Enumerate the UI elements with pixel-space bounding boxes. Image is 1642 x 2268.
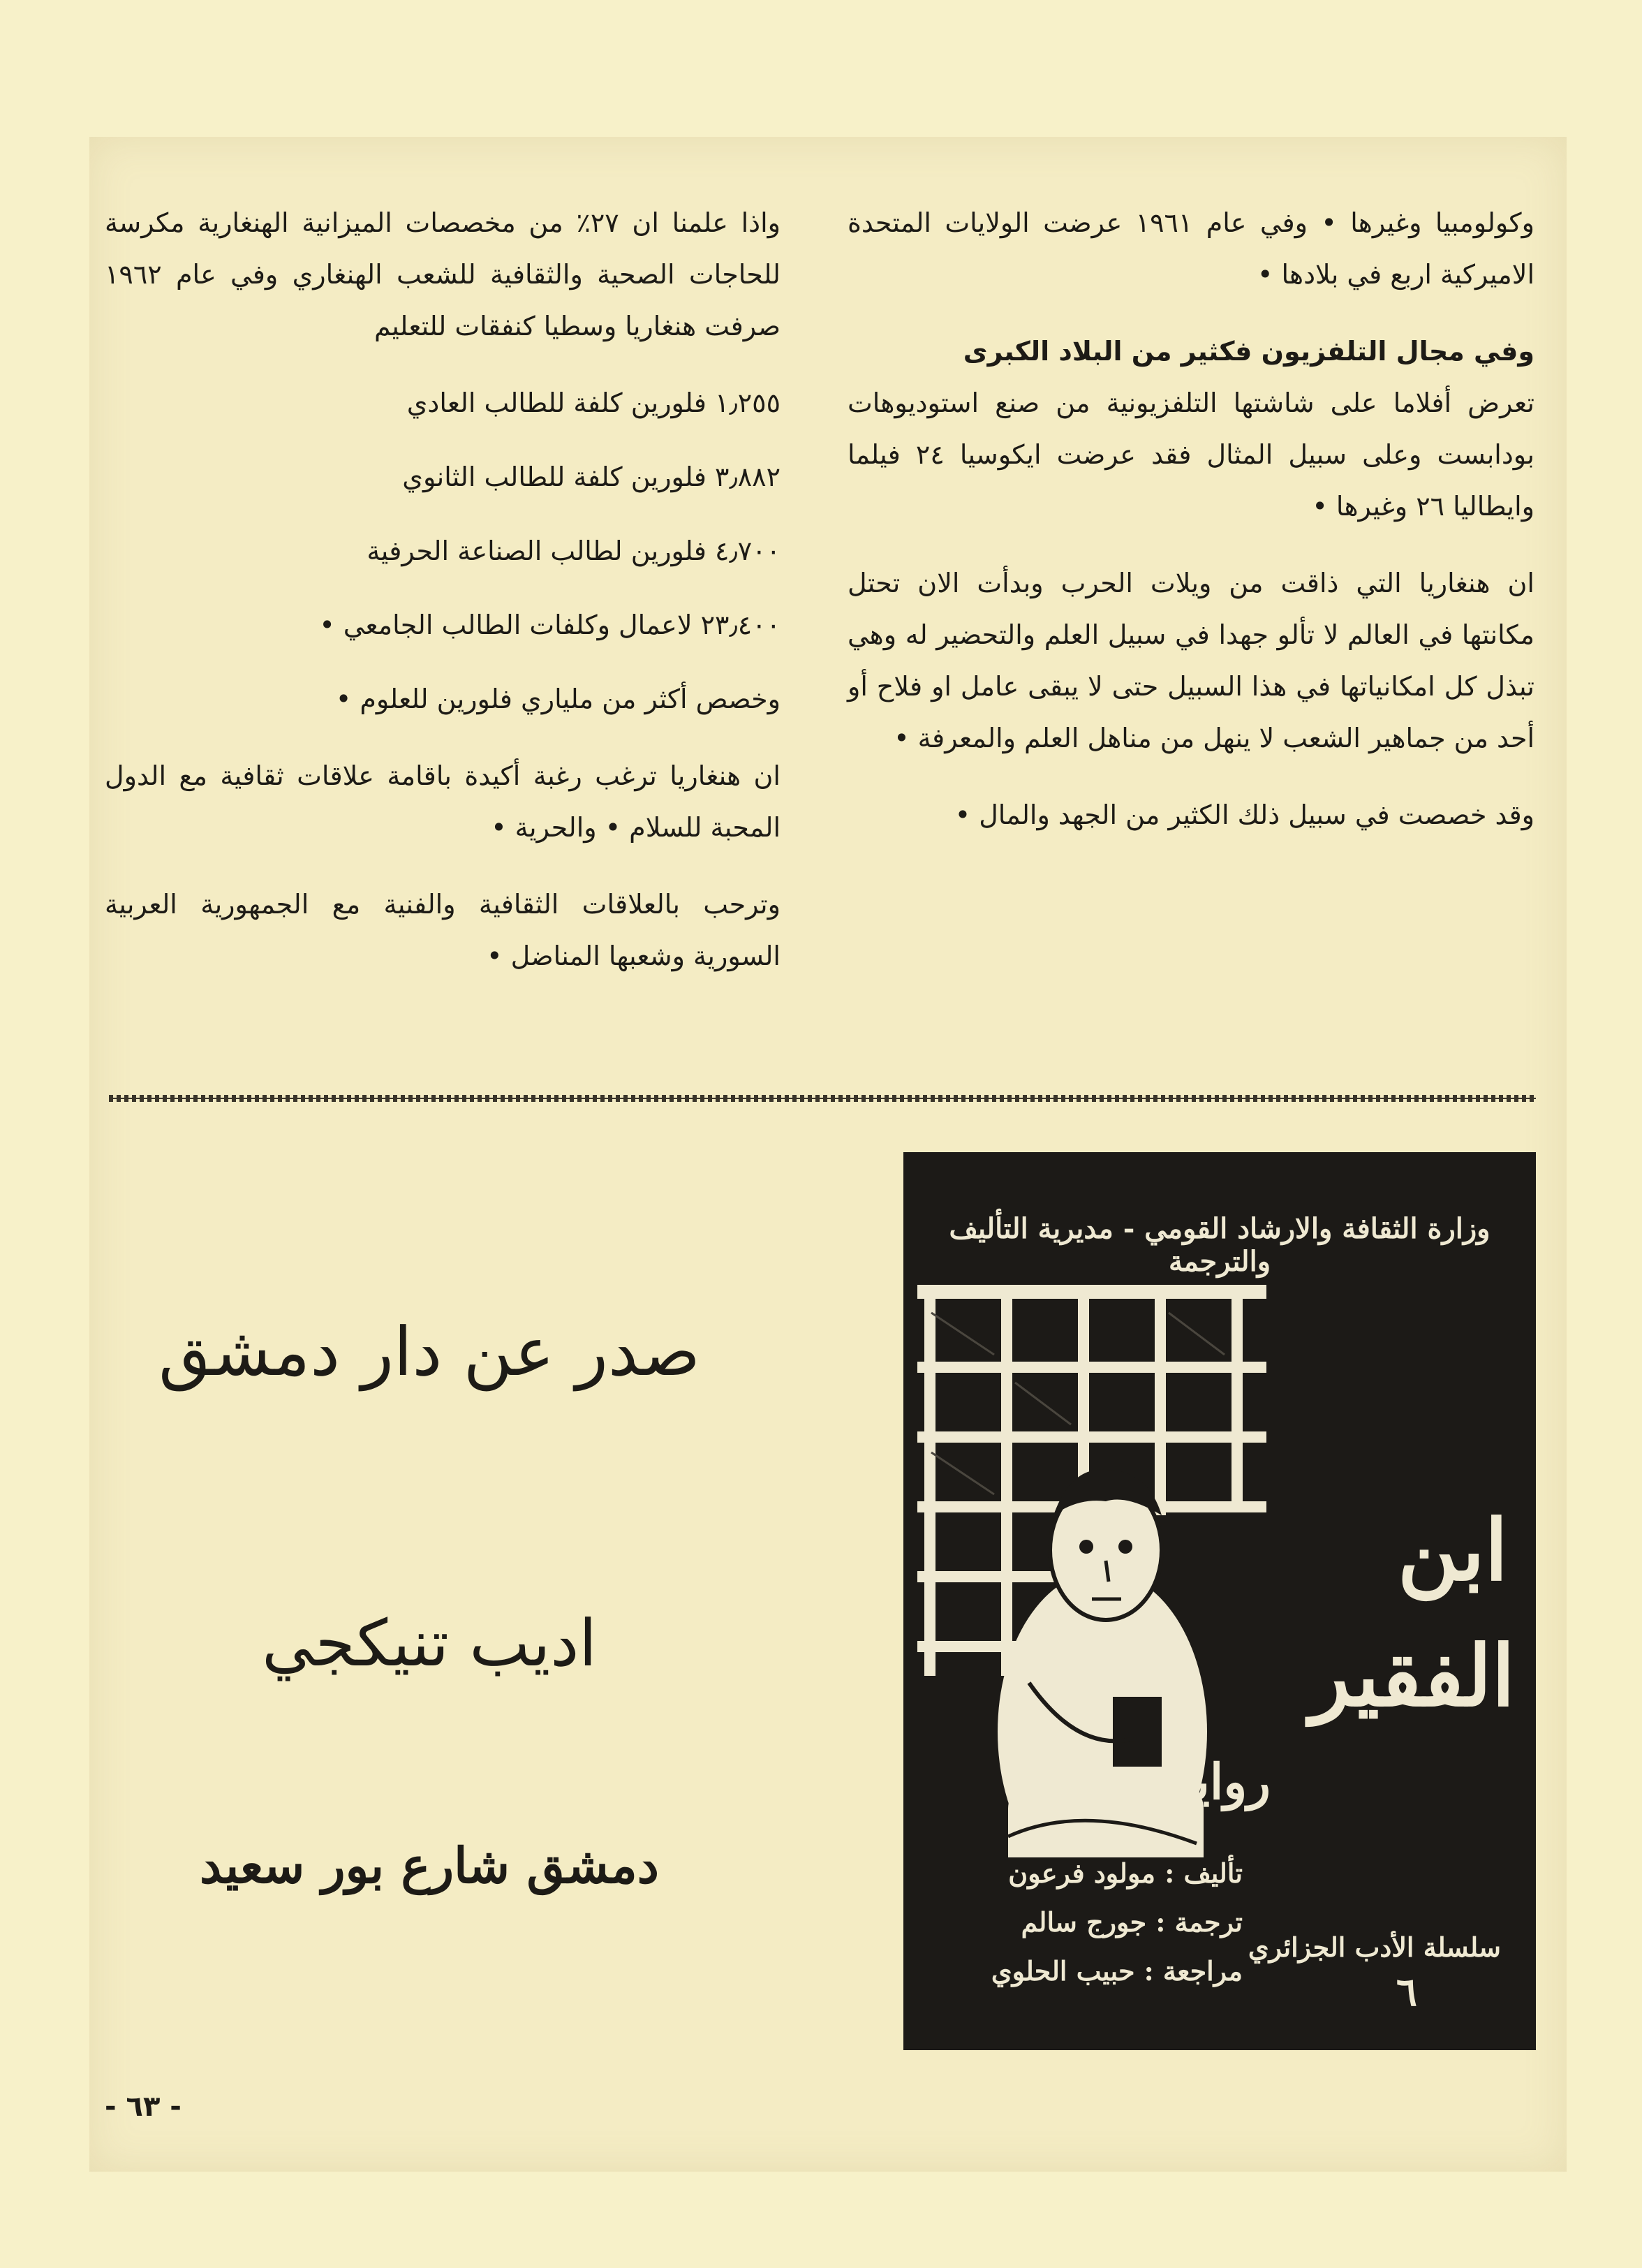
article-right-column bbox=[848, 197, 1534, 866]
article-paragraph: وخصص أكثر من ملياري فلورين للعلوم • bbox=[335, 684, 781, 714]
cover-author-credit: تأليف : مولود فرعون bbox=[1008, 1857, 1243, 1889]
cover-series-number: ٦ bbox=[1396, 1969, 1417, 2015]
advert-address: دمشق شارع بور سعيد bbox=[200, 1836, 659, 1894]
book-cover bbox=[903, 1152, 1536, 2050]
cover-translator-credit: ترجمة : جورج سالم bbox=[1021, 1906, 1243, 1938]
article-paragraph: ان هنغاريا التي ذاقت من ويلات الحرب وبدأت الان تحتل مكانتها في العالم لا تألو جهدا في سبيل العلم والتحضير له وهي تبذل كل امكانياتها في هذا السبيل حتى لا يبقى عامل او فلاح أو أحد من جماهير الشعب لا ينهل من مناهل العلم والمعرفة • bbox=[848, 568, 1534, 753]
expense-line: ٢٣٫٤٠٠ لاعمال وكلفات الطالب الجامعي • bbox=[319, 610, 781, 640]
cover-title-line1: ابن bbox=[1397, 1501, 1508, 1600]
expense-line: ١٫٢٥٥ فلورين كلفة للطالب العادي bbox=[406, 388, 781, 418]
cover-series: سلسلة الأدب الجزائري bbox=[1248, 1931, 1501, 1963]
article-paragraph: تعرض أفلاما على شاشتها التلفزيونية من صنع استوديوهات بودابست وعلى سبيل المثال فقد عرضت ايكوسيا ٢٤ فيلما وايطاليا ٢٦ وغيرها • bbox=[848, 388, 1534, 522]
article-paragraph-heading: وفي مجال التلفزيون فكثير من البلاد الكبرى bbox=[963, 336, 1534, 367]
article-paragraph: ان هنغاريا ترغب رغبة أكيدة باقامة علاقات ثقافية مع الدول المحبة للسلام • والحرية • bbox=[105, 760, 781, 843]
article-left-column bbox=[105, 197, 781, 1007]
advert-author: اديب تنيكجي bbox=[262, 1606, 597, 1681]
article-paragraph: وترحب بالعلاقات الثقافية والفنية مع الجمهورية العربية السورية وشعبها المناضل • bbox=[105, 889, 781, 971]
section-divider bbox=[109, 1095, 1536, 1102]
cover-genre: رواية bbox=[1169, 1753, 1271, 1811]
article-paragraph: وكولومبيا وغيرها • وفي عام ١٩٦١ عرضت الولايات المتحدة الاميركية اربع في بلادها • bbox=[848, 207, 1534, 290]
page-number: - ٦٣ - bbox=[105, 2091, 182, 2123]
expense-line: ٤٫٧٠٠ فلورين لطالب الصناعة الحرفية bbox=[367, 536, 781, 566]
advert-publisher: صدر عن دار دمشق bbox=[158, 1313, 700, 1391]
cover-title-line2: الفقير bbox=[1310, 1627, 1515, 1725]
expense-line: ٣٫٨٨٢ فلورين كلفة للطالب الثانوي bbox=[402, 462, 781, 492]
cover-ministry: وزارة الثقافة والارشاد القومي - مديرية التأليف والترجمة bbox=[949, 1212, 1491, 1278]
cover-reviewer-credit: مراجعة : حبيب الحلوي bbox=[991, 1955, 1243, 1987]
article-paragraph: وقد خصصت في سبيل ذلك الكثير من الجهد والمال • bbox=[954, 800, 1534, 830]
article-paragraph: واذا علمنا ان ٢٧٪ من مخصصات الميزانية الهنغارية مكرسة للحاجات الصحية والثقافية للشعب الهنغاري وفي عام ١٩٦٢ صرفت هنغاريا وسطيا كنفقات للتعليم bbox=[105, 207, 781, 341]
